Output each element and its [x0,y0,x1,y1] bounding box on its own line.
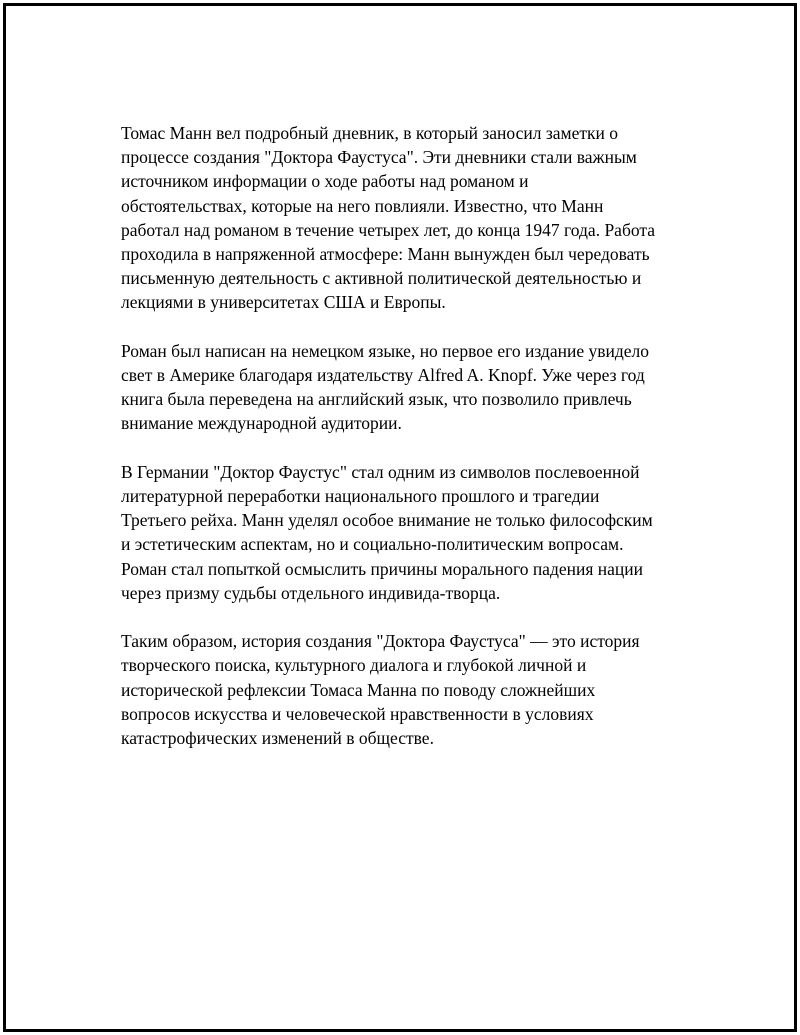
paragraph-conclusion: Таким образом, история создания "Доктора Фаустуса" — это история творческого поиска, культурного диалога и глубокой личной и исторической рефлексии Томаса Манна по поводу сложнейших вопросов искусства и человеческой нравственности в условиях катастрофических изменений в обществе. [121,631,640,749]
paragraph-diary: Томас Манн вел подробный дневник, в который заносил заметки о процессе создания "Доктора Фаустуса". Эти дневники стали важным источником информации о ходе работы над романом и обстоятельствах, которые на него повлияли. Известно, что Манн работал над романом в течение четырех лет, до конца 1947 года. Работа проходила в напряженной атмосфере: Манн вынужден был чередовать письменную деятельность с активной политической деятельностью и лекциями в университетах США и Европы. [121,123,655,313]
paragraph-germany: В Германии "Доктор Фаустус" стал одним из символов послевоенной литературной переработки национального прошлого и трагедии Третьего рейха. Манн уделял особое внимание не только философским и эстетическим аспектам, но и социально-политическим вопросам. Роман стал попыткой осмыслить причины морального падения нации через призму судьбы отдельного индивида-творца. [121,461,653,603]
document-body [121,121,696,774]
page-frame [3,3,797,1032]
paragraph-publication: Роман был написан на немецком языке, но первое его издание увидело свет в Америке благодаря издательству Alfred A. Knopf. Уже через год книга была переведена на английский язык, что позволило привлечь внимание международной аудитории. [121,340,649,434]
